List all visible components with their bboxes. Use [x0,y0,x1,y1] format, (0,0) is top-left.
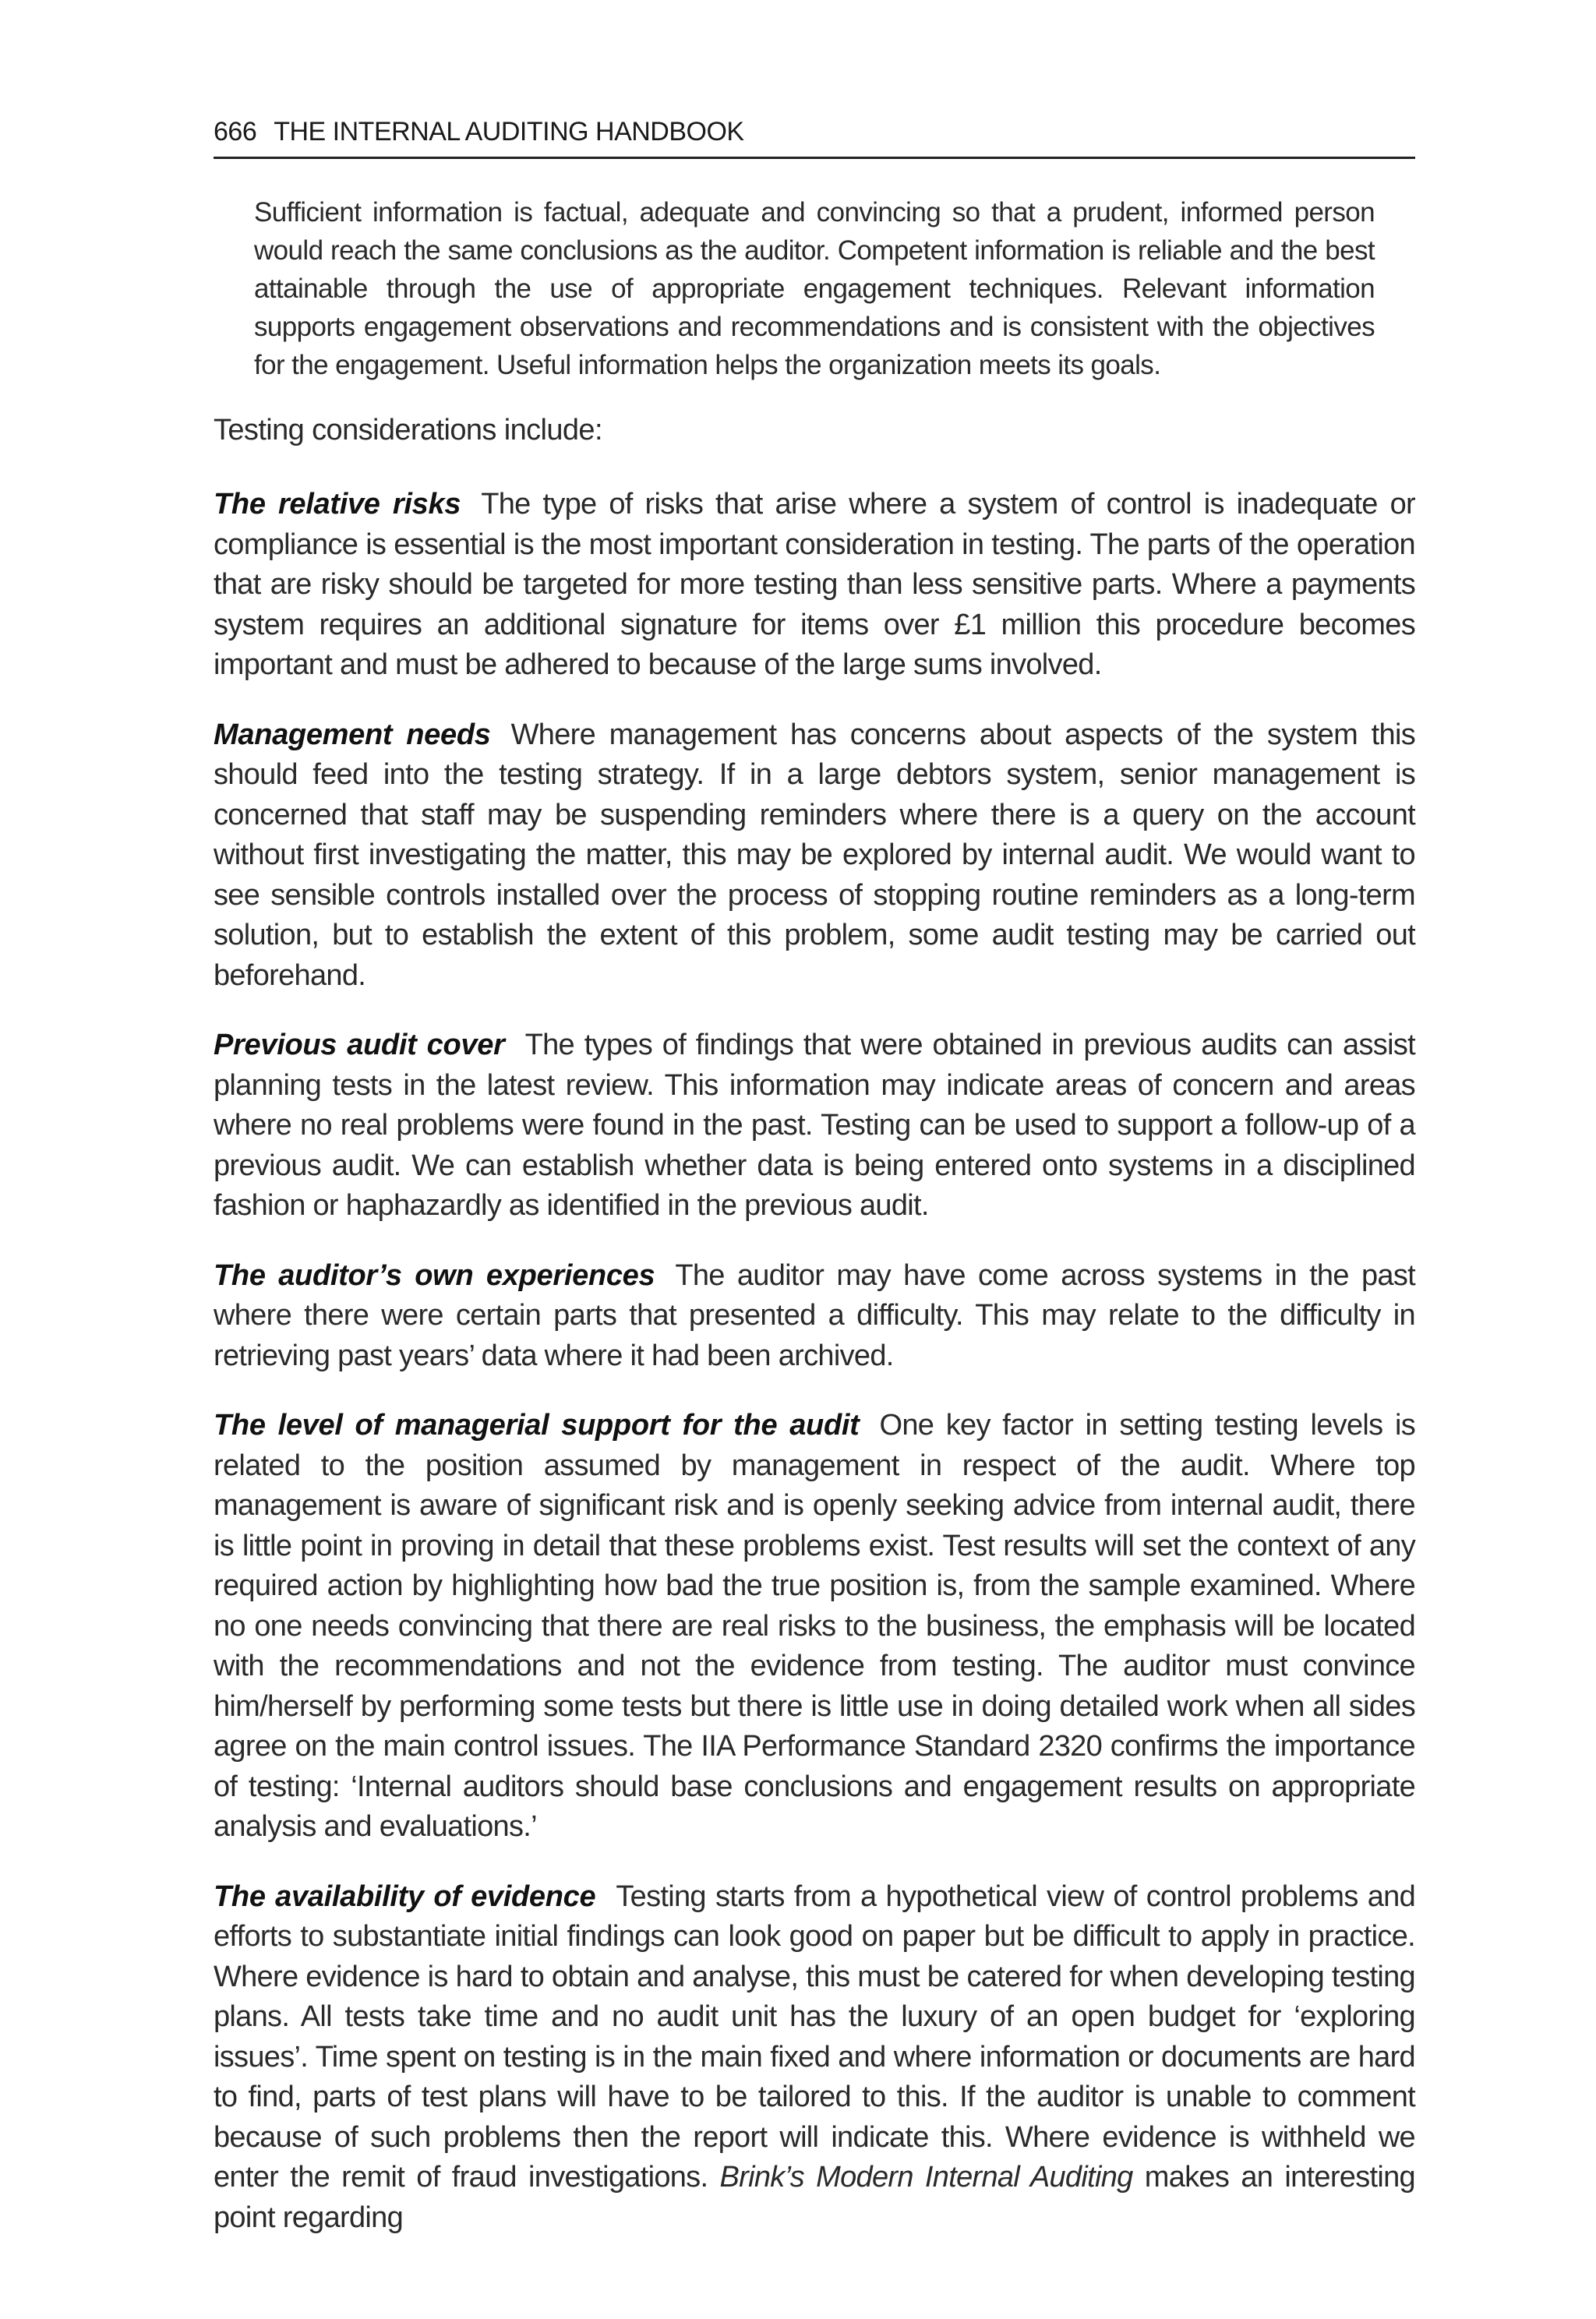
section-heading: Management needs [214,718,491,751]
section-text: The type of risks that arise where a system of control is inadequate or compliance is essential is the most important consideration in testing. The parts of the operation that are risky should be targeted for more testing than less sensitive parts. Where a payments system requires an additional signature for items over £1 million this procedure becomes important and must be adhered to because of the large sums involved. [214,488,1415,681]
book-title: THE INTERNAL AUDITING HANDBOOK [274,117,744,146]
book-citation: Brink’s Modern Internal Auditing [719,2161,1133,2194]
section-managerial-support [214,1406,1415,1848]
section-text: Where management has concerns about aspects of the system this should feed into the testing strategy. If in a large debtors system, senior management is concerned that staff may be suspending reminders where there is a query on the account without first investigating the matter, this may be explored by internal audit. We would want to see sensible controls installed over the process of stopping routine reminders as a long-term solution, but to establish the extent of this problem, some audit testing may be carried out beforehand. [214,718,1415,992]
section-text: The types of findings that were obtained in previous audits can assist planning tests in the latest review. This information may indicate areas of concern and areas where no real problems were found in the past. Testing can be used to support a follow-up of a previous audit. We can establish whether data is being entered onto systems in a disciplined fashion or haphazardly as identified in the previous audit. [214,1029,1415,1222]
book-page [214,117,1415,2238]
section-text: The auditor may have come across systems in the past where there were certain parts that presented a difficulty. This may relate to the difficulty in retrieving past years’ data where it had been archived. [214,1258,1415,1372]
page-number: 666 [214,117,257,146]
section-text: One key factor in setting testing levels is related to the position assumed by management in respect of the audit. Where top management is aware of significant risk and is openly seeking advice from internal audit, there is little point in proving in detail that these problems exist. Test results will set the context of any required action by highlighting how bad the true position is, from the sample examined. Where no one needs convincing that there are real risks to the business, the emphasis will be located with the recommendations and not the evidence from testing. The auditor must convince him/herself by performing some tests but there is little use in doing detailed work when all sides agree on the main control issues. The IIA Performance Standard 2320 confirms the importance of testing: ‘Internal auditors should base conclusions and engagement results on appropriate analysis and evaluations.’ [214,1409,1416,1843]
section-heading: The auditor’s own experiences [214,1258,655,1292]
section-heading: The availability of evidence [214,1880,596,1913]
section-relative-risks [214,485,1415,686]
section-availability-of-evidence [214,1877,1415,2239]
section-text: Testing starts from a hypothetical view of control problems and efforts to substantiate initial findings can look good on paper but be difficult to apply in practice. Where evidence is hard to obtain and analyse, this must be catered for when developing testing plans. All tests take time and no audit unit has the luxury of an open budget for ‘exploring issues’. Time spent on testing is in the main fixed and where information or documents are hard to find, parts of test plans will have to be tailored to this. If the auditor is unable to comment because of such problems then the report will indicate this. Where evidence is withheld we enter the remit of fraud investigations. [214,1880,1415,2194]
section-heading: Previous audit cover [214,1029,505,1061]
section-management-needs [214,715,1415,997]
section-heading: The relative risks [214,488,461,521]
section-heading: The level of managerial support for the audit [214,1409,860,1442]
section-previous-audit-cover [214,1025,1415,1227]
running-header [214,117,1415,159]
standard-quote: Sufficient information is factual, adequate and convincing so that a prudent, informed person would reach the same conclusions as the auditor. Competent information is reliable and the best attainable through the use of appropriate engagement techniques. Relevant information supports engagement observations and recommendations and is consistent with the objectives for the engagement. Useful information helps the organization meets its goals. [254,197,1375,380]
section-auditors-experiences [214,1256,1415,1377]
section-text-tail: makes an interesting point regarding [214,2161,1415,2234]
intro-text: Testing considerations include: [214,414,602,447]
